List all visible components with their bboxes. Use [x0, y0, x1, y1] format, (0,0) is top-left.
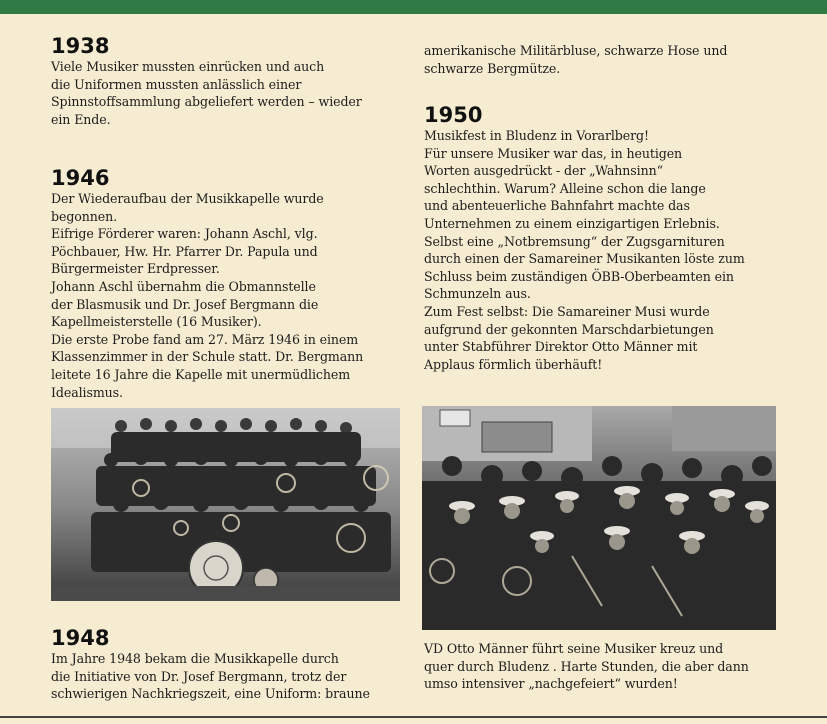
text-line: unter Stabführer Direktor Otto Männer mit — [424, 339, 698, 355]
text-line: Klassenzimmer in der Schule statt. Dr. Bergmann — [51, 349, 364, 365]
text-line: Pöchbauer, Hw. Hr. Pfarrer Dr. Papula und — [51, 243, 318, 259]
photo-caption — [424, 640, 794, 693]
text-line: Die erste Probe fand am 27. März 1946 in einem — [51, 331, 359, 347]
text-line: Schluss beim zuständigen ÖBB-Oberbeamten ein — [424, 268, 734, 284]
text-line: durch einen der Samareiner Musikanten löste zum — [424, 251, 745, 267]
text-line: Johann Aschl übernahm die Obmannstelle — [51, 278, 316, 294]
text-line: Viele Musiker mussten einrücken und auch — [51, 59, 325, 74]
heading-1946: 1946 — [51, 166, 110, 190]
text-line: Der Wiederaufbau der Musikkapelle wurde — [51, 191, 324, 206]
text-line: die Uniformen mussten anlässlich einer — [51, 76, 302, 92]
heading-1938: 1938 — [51, 34, 110, 58]
text-line: Für unsere Musiker war das, in heutigen — [424, 145, 683, 161]
text-line: Schmunzeln aus. — [424, 286, 531, 302]
band-photo-1946 — [51, 408, 400, 601]
text-line: der Blasmusik und Dr. Josef Bergmann die — [51, 296, 319, 312]
text-line: leitete 16 Jahre die Kapelle mit unermüdlichem — [51, 366, 351, 382]
text-line: begonnen. — [51, 208, 118, 224]
text-1948-continued — [424, 42, 794, 77]
text-1938 — [51, 58, 411, 128]
text-line: Selbst eine „Notbremsung“ der Zugsgarnituren — [424, 233, 725, 249]
heading-1948: 1948 — [51, 626, 110, 650]
section-1938 — [51, 34, 411, 128]
text-line: aufgrund der gekonnten Marschdarbietungen — [424, 321, 714, 337]
text-line: die Initiative von Dr. Josef Bergmann, trotz der — [51, 668, 347, 684]
text-line: schlechthin. Warum? Alleine schon die lange — [424, 180, 706, 196]
text-line: Kapellmeisterstelle (16 Musiker). — [51, 314, 262, 330]
text-line: Bürgermeister Erdpresser. — [51, 261, 220, 277]
bottom-rule — [0, 716, 827, 718]
text-1948 — [51, 650, 411, 703]
caption-text — [424, 640, 794, 693]
section-1948-continuation — [424, 42, 794, 77]
text-line: Eifrige Förderer waren: Johann Aschl, vlg. — [51, 226, 318, 242]
text-line: Zum Fest selbst: Die Samareiner Musi wurde — [424, 303, 710, 319]
top-accent-bar — [0, 0, 827, 14]
text-line: Worten ausgedrückt - der „Wahnsinn“ — [424, 163, 663, 179]
section-1946 — [51, 166, 411, 401]
section-1950 — [424, 103, 794, 373]
text-line: Idealismus. — [51, 384, 123, 400]
parade-photo-1950 — [422, 406, 776, 630]
text-line: und abenteuerliche Bahnfahrt machte das — [424, 198, 690, 214]
section-1948 — [51, 626, 411, 703]
text-line: Unternehmen zu einem einzigartigen Erlebnis. — [424, 215, 720, 231]
text-line: umso intensiver „nachgefeiert“ wurden! — [424, 676, 678, 692]
text-line: amerikanische Militärbluse, schwarze Hose und — [424, 43, 728, 58]
heading-1950: 1950 — [424, 103, 483, 127]
text-line: Musikfest in Bludenz in Vorarlberg! — [424, 128, 649, 143]
text-line: VD Otto Männer führt seine Musiker kreuz und — [424, 641, 724, 656]
parade-photo-illustration — [422, 406, 776, 630]
text-line: ein Ende. — [51, 111, 111, 127]
text-line: schwarze Bergmütze. — [424, 60, 561, 76]
text-line: Spinnstoffsammlung abgeliefert werden – wieder — [51, 94, 362, 110]
band-photo-illustration — [51, 408, 400, 601]
text-1950 — [424, 127, 794, 373]
text-line: quer durch Bludenz . Harte Stunden, die aber dann — [424, 658, 749, 674]
text-line: Im Jahre 1948 bekam die Musikkapelle durch — [51, 651, 339, 666]
text-1946 — [51, 190, 411, 401]
text-line: Applaus förmlich überhäuft! — [424, 356, 603, 372]
text-line: schwierigen Nachkriegszeit, eine Uniform: braune — [51, 686, 370, 702]
